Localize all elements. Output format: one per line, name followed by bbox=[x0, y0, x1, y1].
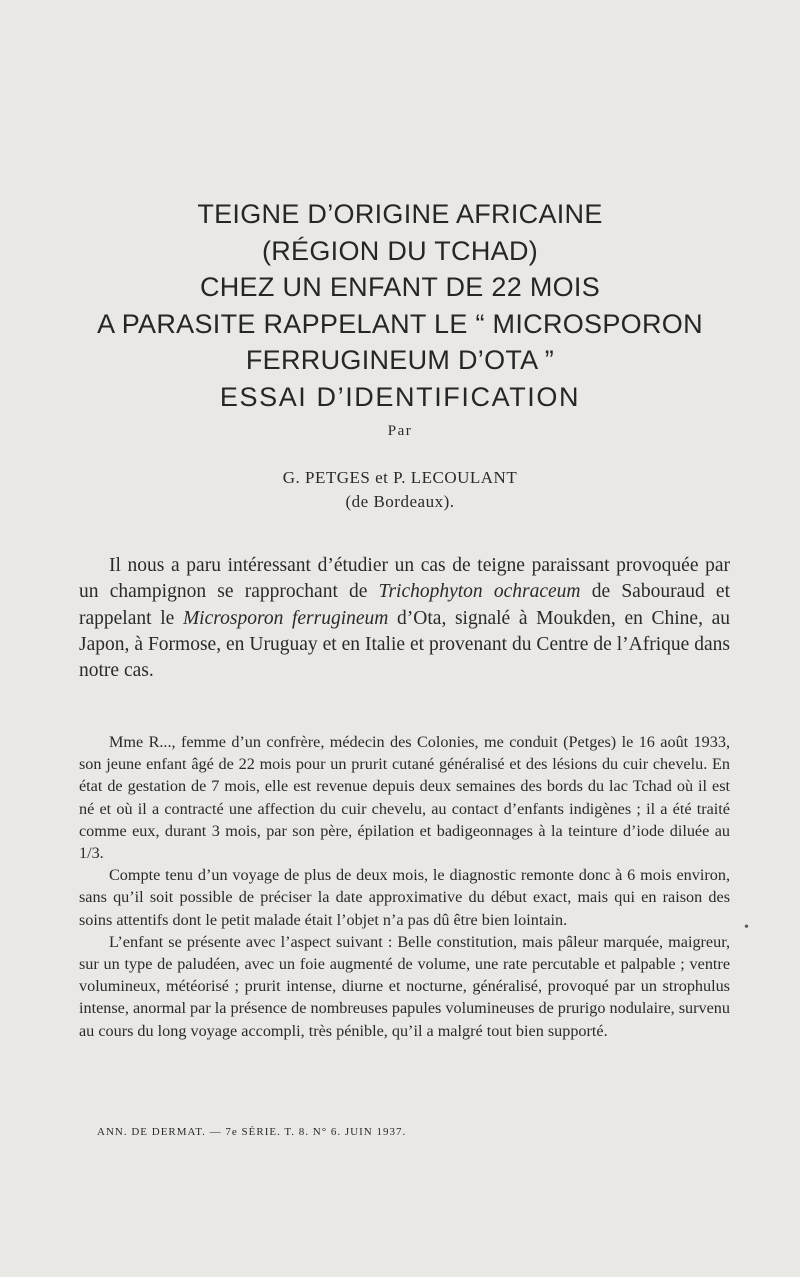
species-name-microsporon: Microsporon ferrugineum bbox=[182, 607, 389, 629]
title-line: TEIGNE D’ORIGINE AFRICAINE bbox=[197, 199, 603, 229]
intro-text-part: d’Ota, signalé à Moukden, en Chine, au Japon, à Formose, en Uruguay et en Italie et provenant du Centre de l’Afrique dans notre cas. bbox=[79, 607, 731, 682]
margin-mark: • bbox=[744, 920, 749, 935]
species-name-trichophyton: Trichophyton ochraceum bbox=[378, 581, 581, 603]
title-line: ESSAI D’IDENTIFICATION bbox=[219, 381, 581, 412]
intro-text-part: de Sabouraud et rappelant le bbox=[79, 581, 730, 629]
byline-par: Par bbox=[387, 423, 413, 439]
case-report bbox=[79, 731, 730, 1042]
intro-text-part: Il nous a paru intéressant d’étudier un cas de teigne paraissant provoquée par un champignon se rapprochant de bbox=[79, 555, 730, 603]
intro-text bbox=[79, 553, 730, 684]
author-block bbox=[0, 466, 800, 514]
body-paragraph: Compte tenu d’un voyage de plus de deux mois, le diagnostic remonte donc à 6 mois environ, sans qu’il soit possible de préciser la date approximative du début exact, mais qui en raison des soins attentifs dont le petit malade était l’objet n’a pas dû être bien lointain. bbox=[79, 866, 730, 929]
article-title bbox=[40, 196, 760, 416]
author-names: G. PETGES et P. LECOULANT bbox=[282, 468, 518, 487]
title-line: A PARASITE RAPPELANT LE “ MICROSPORON bbox=[97, 308, 703, 339]
body-paragraph: Mme R..., femme d’un confrère, médecin des Colonies, me conduit (Petges) le 16 août 1933, son jeune enfant âgé de 22 mois pour un prurit cutané généralisé et des lésions du cuir chevelu. En état de gestation de 7 mois, elle est revenue depuis deux semaines des bords du lac Tchad où il est né et où il a contracté une affection du cuir chevelu, au contact d’enfants indigènes ; il a été traité comme eux, durant 3 mois, par son père, épilation et badigeonnages à la teinture d’iode diluée au 1/3. bbox=[79, 733, 730, 863]
author-affiliation: (de Bordeaux). bbox=[345, 492, 455, 511]
body-paragraph: L’enfant se présente avec l’aspect suivant : Belle constitution, mais pâleur marquée, maigreur, sur un type de paludéen, avec un foie augmenté de volume, une rate percutable et palpable ; ventre volumineux, météorisé ; prurit intense, diurne et nocturne, généralisé, provoqué par un strophulus intense, anormal par la présence de nombreuses papules volumineuses de prurigo nodulaire, survenu au cours du long voyage accompli, très pénible, qu’il a malgré tout bien supporté. bbox=[79, 932, 730, 1040]
intro-paragraph bbox=[79, 553, 730, 684]
title-line: (RÉGION DU TCHAD) bbox=[261, 235, 539, 266]
title-line: CHEZ UN ENFANT DE 22 MOIS bbox=[199, 272, 601, 303]
title-line: FERRUGINEUM D’OTA ” bbox=[245, 345, 555, 376]
journal-footer: ANN. DE DERMAT. — 7e SÉRIE. T. 8. N° 6. JUIN 1937. bbox=[97, 1126, 407, 1138]
